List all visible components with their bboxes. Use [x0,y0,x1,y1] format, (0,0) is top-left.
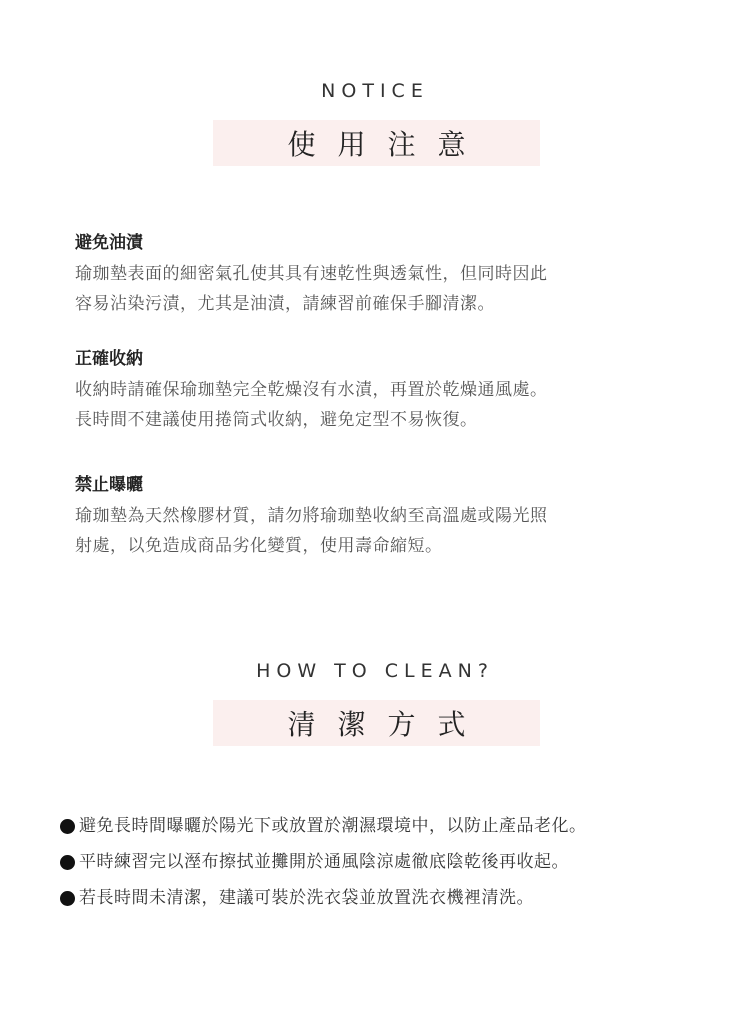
list-item-text: 若長時間未清潔，建議可裝於洗衣袋並放置洗衣機裡清洗。 [79,888,534,908]
bullet-dot-icon [60,819,75,834]
list-item [60,880,730,916]
list-item-text: 避免長時間曝曬於陽光下或放置於潮濕環境中，以防止產品老化。 [79,816,587,836]
bullet-dot-icon [60,891,75,906]
section-line: 瑜珈墊為天然橡膠材質，請勿將瑜珈墊收納至高溫處或陽光照 [75,506,548,526]
notice-title-box [213,120,540,166]
section-line: 收納時請確保瑜珈墊完全乾燥沒有水漬，再置於乾燥通風處。 [75,380,548,400]
notice-eyebrow: NOTICE [321,80,429,102]
section-no-sun [75,470,695,561]
list-item [60,844,730,880]
clean-title: 清潔方式 [287,708,488,741]
list-item [60,808,730,844]
section-line: 容易沾染污漬，尤其是油漬，請練習前確保手腳清潔。 [75,294,495,314]
section-line: 瑜珈墊表面的細密氣孔使其具有速乾性與透氣性，但同時因此 [75,264,548,284]
clean-eyebrow: HOW TO CLEAN? [256,660,494,682]
list-item-text: 平時練習完以溼布擦拭並攤開於通風陰涼處徹底陰乾後再收起。 [79,852,569,872]
section-heading: 禁止曝曬 [75,475,143,495]
section-heading: 避免油漬 [75,233,143,253]
section-storage [75,344,695,435]
section-avoid-oil [75,228,695,319]
clean-list [60,808,730,916]
notice-title: 使用注意 [287,128,488,161]
section-line: 射處，以免造成商品劣化變質，使用壽命縮短。 [75,536,443,556]
clean-title-box [213,700,540,746]
bullet-dot-icon [60,855,75,870]
section-heading: 正確收納 [75,349,143,369]
section-line: 長時間不建議使用捲筒式收納，避免定型不易恢復。 [75,410,478,430]
